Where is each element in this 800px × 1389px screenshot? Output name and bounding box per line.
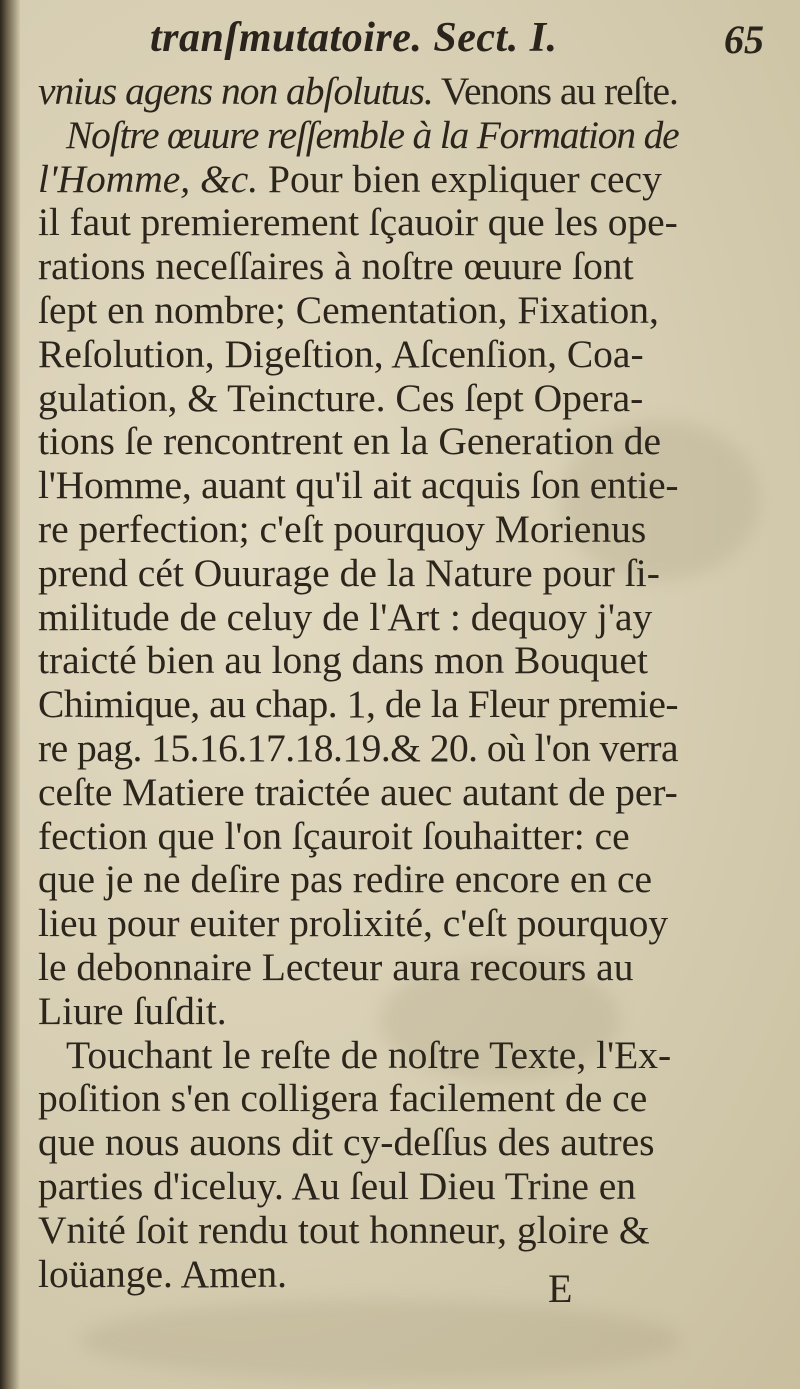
text-line: militude de celuy de l'Art : dequoy j'ay xyxy=(38,594,653,639)
page-number: 65 xyxy=(724,17,764,62)
text-line: ceſte Matiere traictée auec autant de per- xyxy=(38,769,678,814)
text-line: prend cét Ouurage de la Nature pour ſi- xyxy=(38,550,660,595)
text-line: tions ſe rencontrent en la Generation de xyxy=(38,419,661,464)
text-line: fection que l'on ſçauroit ſouhaitter: ce xyxy=(38,813,630,858)
text-line: gulation, & Teincture. Ces ſept Opera- xyxy=(38,375,644,420)
text-line xyxy=(38,158,678,202)
text-line: parties d'iceluy. Au ſeul Dieu Trine en xyxy=(38,1163,637,1208)
binding-gutter xyxy=(0,0,20,1389)
text-line: Vnité ſoit rendu tout honneur, gloire & xyxy=(38,1207,650,1252)
text-line: rations neceſſaires à noſtre œuure ſont xyxy=(38,244,634,289)
latin-quote: vnius agens non abſolutus. xyxy=(38,69,433,113)
text-line: il faut premierement ſçauoir que les ope- xyxy=(38,200,678,245)
text-line: que je ne deſire pas redire encore en ce xyxy=(38,857,653,902)
text-line: re pag. 15.16.17.18.19.& 20. où l'on verra xyxy=(38,725,679,770)
text-line: l'Homme, auant qu'il ait acquis ſon entie- xyxy=(38,463,679,508)
text-line: loüange. Amen. xyxy=(38,1251,288,1296)
text-line: Reſolution, Digeſtion, Aſcenſion, Coa- xyxy=(38,331,644,376)
text-line: lieu pour euiter prolixité, c'eſt pourquoy xyxy=(38,901,669,946)
signature-mark: E xyxy=(548,1266,573,1311)
paper-stain xyxy=(80,1300,680,1380)
text-line: ſept en nombre; Cementation, Fixation, xyxy=(38,287,659,332)
section-heading: l'Homme, &c. xyxy=(38,156,259,201)
text-line: que nous auons dit cy-deſſus des autres xyxy=(38,1120,655,1165)
text-line xyxy=(38,114,678,158)
text-line: poſition s'en colligera facilement de ce xyxy=(38,1076,648,1121)
text-line: Touchant le reſte de noſtre Texte, l'Ex- xyxy=(66,1032,672,1077)
text-line: traicté bien au long dans mon Bouquet xyxy=(38,638,648,683)
text-line: re perfection; c'eſt pourquoy Morienus xyxy=(38,506,647,551)
line-text: Venons au reſte. xyxy=(432,69,678,113)
section-heading: Noſtre œuure reſſemble à la Formation de xyxy=(66,112,679,157)
text-line: Liure ſuſdit. xyxy=(38,988,227,1033)
page-header xyxy=(0,14,800,70)
body-text xyxy=(38,70,678,1296)
running-title: tranſmutatoire. Sect. I. xyxy=(150,15,558,61)
line-text: Pour bien expliquer cecy xyxy=(258,156,662,201)
text-line: Chimique, au chap. 1, de la Fleur premie- xyxy=(38,682,679,727)
text-line xyxy=(38,70,678,114)
text-line: le debonnaire Lecteur aura recours au xyxy=(38,944,634,989)
